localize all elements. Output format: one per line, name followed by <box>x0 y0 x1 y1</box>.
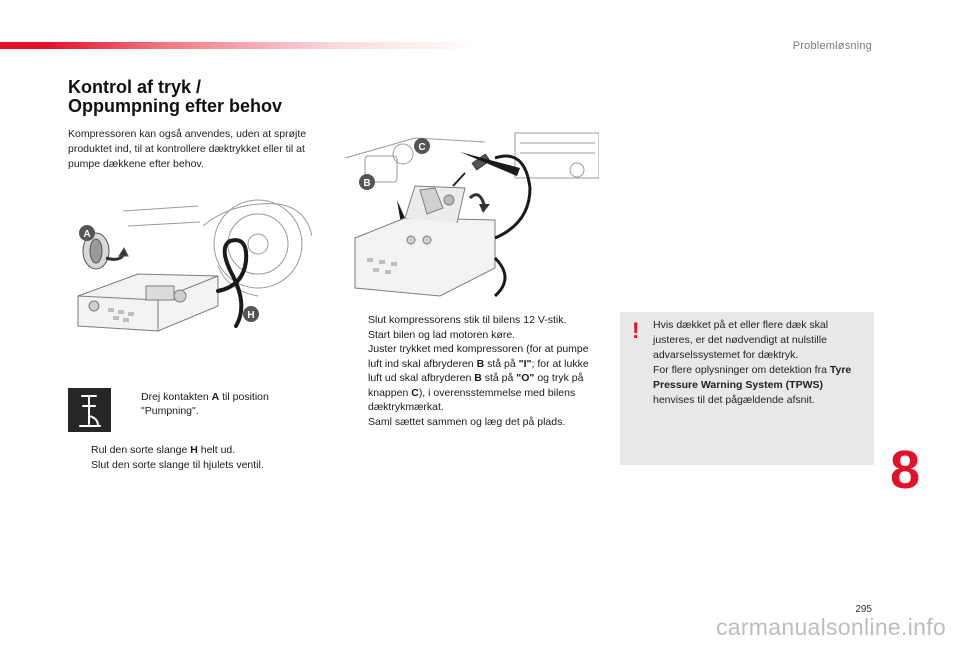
warning-text-part-2: For flere oplysninger om detektion fra Tyre Pressure Warning System (TPWS) henvises til det pågældende afsnit. <box>653 364 852 406</box>
compressor-hose-illustration <box>68 196 312 336</box>
pump-pictogram-icon <box>68 388 111 432</box>
label-c: C <box>418 142 426 153</box>
warning-box <box>620 312 874 465</box>
compressor-steps-list <box>345 313 605 429</box>
hose-steps-list <box>68 443 318 472</box>
step-a-text: Drej kontakten <box>141 391 212 403</box>
label-a: A <box>83 229 91 240</box>
label-h: H <box>247 310 255 321</box>
page-title-line-2: Oppumpning efter behov <box>68 96 282 116</box>
chapter-number: 8 <box>890 440 921 500</box>
intro-paragraph: Kompressoren kan også anvendes, uden at sprøjte produktet ind, til at kontrollere dæktrykket eller til at pumpe dækkene efter behov. <box>68 128 307 170</box>
list-item: Slut den sorte slange til hjulets ventil. <box>91 458 264 471</box>
warning-exclamation-icon: ! <box>632 318 640 343</box>
step-a-bold: A <box>211 391 220 403</box>
step-a-text-end: til position "Pumpning". <box>141 391 269 417</box>
page-number: 295 <box>855 604 872 615</box>
page-title <box>68 78 348 116</box>
step-turn-switch-a <box>120 390 290 418</box>
list-item: Slut kompressorens stik til bilens 12 V-stik. <box>368 314 567 326</box>
list-item: Rul den sorte slange H helt ud. <box>91 444 236 456</box>
section-title: Problemløsning <box>792 40 872 52</box>
warning-text <box>653 318 863 408</box>
label-b: B <box>363 178 371 189</box>
watermark: carmanualsonline.info <box>715 614 946 640</box>
compressor-switch-illustration <box>345 128 599 298</box>
warning-text-part-1: Hvis dækket på et eller flere dæk skal justeres, er det nødvendigt at nulstille advarselssystemet for dæktryk. <box>653 319 829 361</box>
list-item: Saml sættet sammen og læg det på plads. <box>368 415 566 428</box>
header-accent-bar <box>0 42 480 49</box>
list-item: Juster trykket med kompressoren (for at pumpe luft ind skal afbryderen B stå på "I"; for at lukke luft ud skal afbryderen B stå på "O" og tryk på knappen C), i overensstemmelse med bilens dæktrykmærkat. <box>368 343 589 413</box>
list-item: Start bilen og lad motoren køre. <box>368 328 516 341</box>
page-title-line-1: Kontrol af tryk / <box>68 77 202 97</box>
